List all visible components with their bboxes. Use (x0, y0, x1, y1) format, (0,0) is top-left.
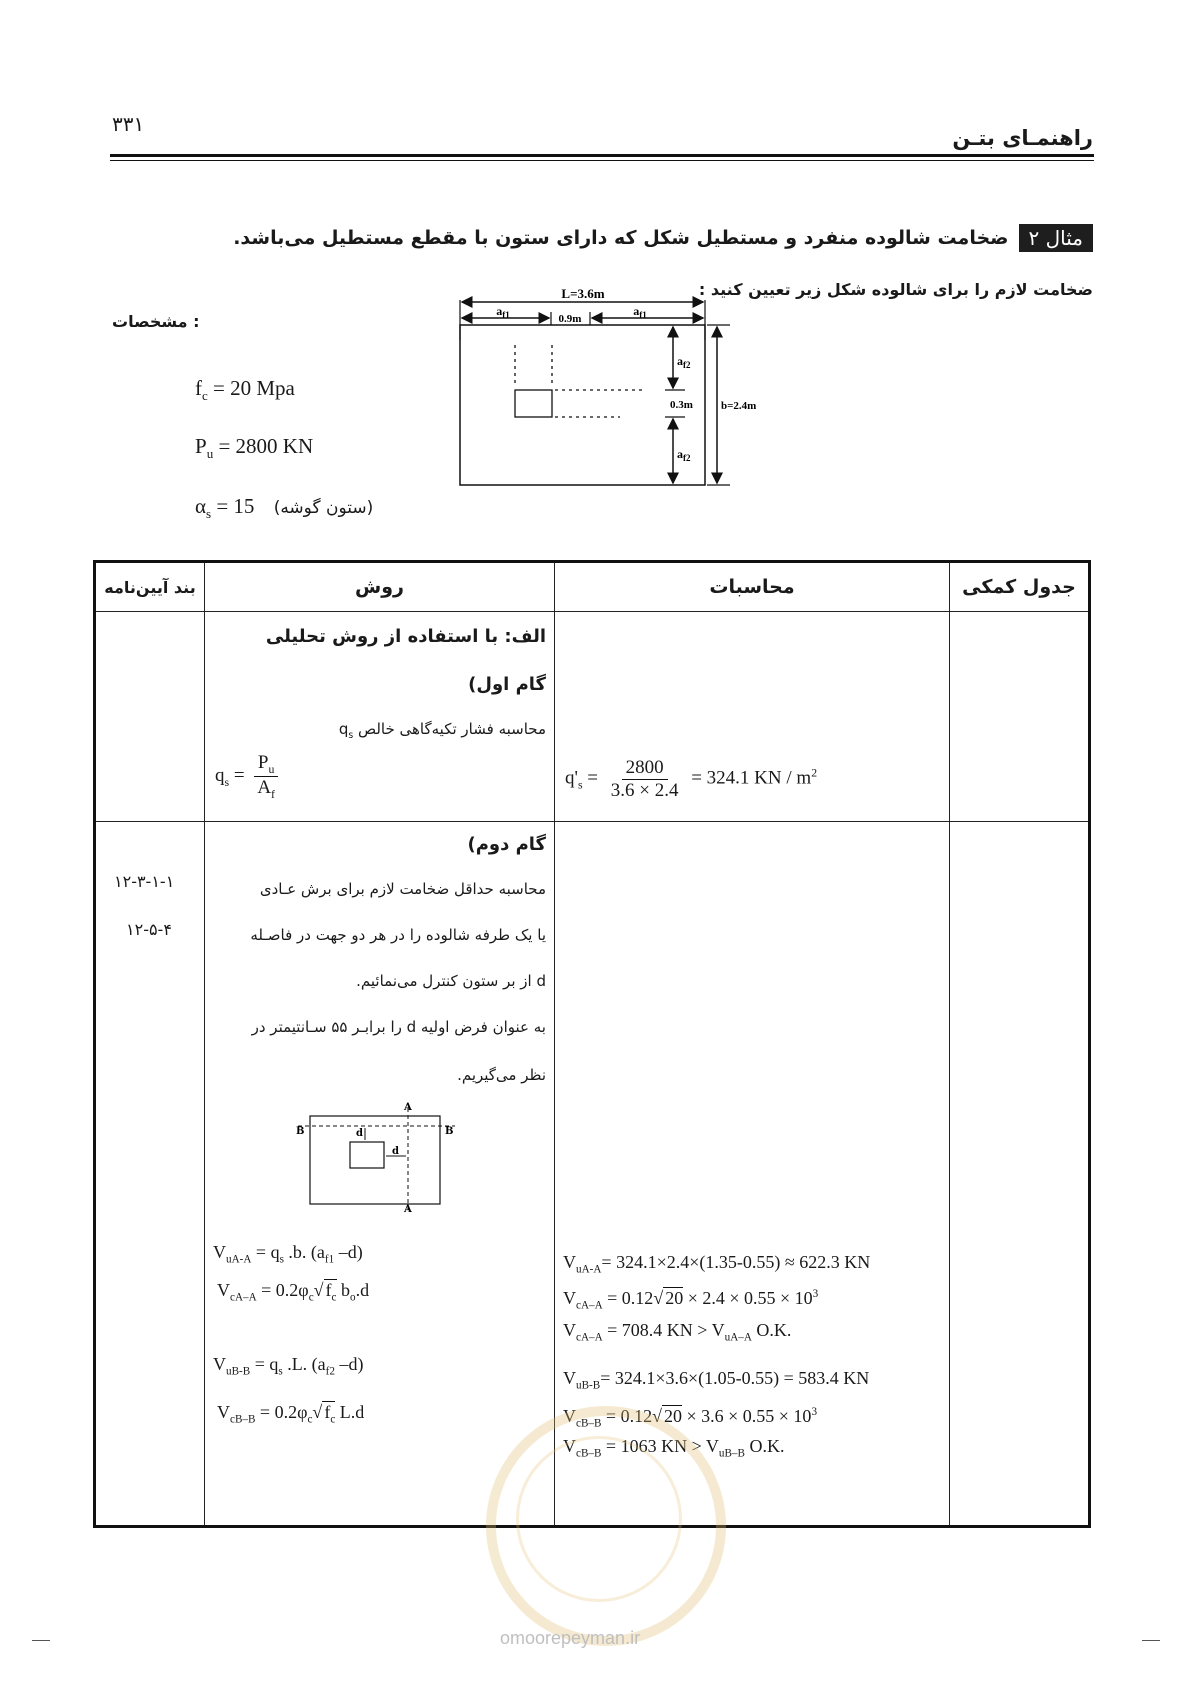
step2-para1-line3: d از بر ستون کنترل می‌نمائیم. (356, 972, 546, 990)
alpha-note: (ستون گوشه) (273, 498, 374, 518)
row2-aux (950, 822, 1090, 1527)
clause-ref-2: ۱۲-۵-۴ (126, 920, 172, 939)
mini-a-top: A (404, 1102, 412, 1113)
dim-af2-bottom: $a_{f2}$ (677, 447, 691, 463)
row1-calc (555, 612, 950, 822)
formula-vu-bb: $V_{uB-B} = q_s$ .L. ($a_{f2}$ –d) (213, 1354, 364, 1378)
dim-col-width: 0.9m (558, 313, 582, 325)
table-row-step1 (95, 612, 1090, 822)
header-clause: بند آیین‌نامه (95, 562, 205, 612)
calc-vc-bb-result: $V_{cB-B} = 1063$ KN > $V_{uB-B}$ O.K. (563, 1436, 785, 1460)
step2-para1-line1: محاسبه حداقل ضخامت لازم برای برش عـادی (259, 880, 546, 898)
spec-pu: $P_u = 2800$ KN (195, 434, 314, 462)
calc-vu-aa: $V_{uA-A}= 324.1\times 2.4\times(1.35-0.55) \approx 622.3$ KN (563, 1252, 871, 1276)
step1-calc: $q'_s$ = $\frac{2800}{3.6 \times 2.4}$ = 324.1 KN / $m^2$ (565, 757, 818, 801)
formula-vu-aa: $V_{uA-A} = q_s$ .b. ($a_{f1}$ –d) (213, 1242, 363, 1266)
formula-vc-aa: $V_{cA-A} = 0.2\varphi_c√$ $f_c$ $b_o.d$ (217, 1280, 370, 1304)
example-badge: مثال ۲ (1019, 224, 1093, 252)
dim-af2-top: $a_{f2}$ (677, 354, 691, 370)
header-rule-thin (110, 160, 1094, 161)
book-title: راهنمـای بتـن (952, 126, 1093, 150)
calc-vc-bb-formula: $V_{cB-B} = 0.12√$ $20 \times 3.6 \times 0.55 \times 10^3$ (563, 1406, 818, 1430)
dim-af1-left: $a_{f1}$ (496, 304, 510, 320)
header-calc: محاسبات (555, 562, 950, 612)
clause-ref-1: ۱۲-۳-۱-۱ (114, 872, 175, 891)
mini-d-top: d (356, 1128, 363, 1139)
dim-L: L=3.6m (561, 286, 605, 301)
row2-method (205, 822, 555, 1527)
mini-d-side: d (392, 1146, 399, 1157)
calc-vc-aa-formula: $V_{cA-A} = 0.12√$ $20 \times 2.4 \times 0.55 \times 10^3$ (563, 1288, 819, 1312)
step2-para1-line2: یا یک طرفه شالوده را در هر دو جهت در فاصـله (250, 926, 546, 944)
spec-alpha: $\alpha_s = 15$ (ستون گوشه) (195, 494, 374, 522)
spec-fc: $f_c = 20$ Mpa (195, 376, 295, 404)
step1-title: گام اول) (468, 674, 546, 695)
example-title: ضخامت شالوده منفرد و مستطیل شکل که دارای ستون با مقطع مستطیل می‌باشد. (233, 227, 1009, 249)
row1-clause (95, 612, 205, 822)
dim-col-depth: 0.3m (670, 399, 693, 411)
dim-af1-right: $a_{f1}$ (633, 304, 647, 320)
row2-clause (95, 822, 205, 1527)
section-title: الف: با استفاده از روش تحلیلی (265, 626, 546, 647)
dim-b: b=2.4m (721, 400, 757, 412)
corner-mark-right (1142, 1640, 1160, 1641)
formula-vc-bb: $V_{cB-B} = 0.2\varphi_c√$ $f_c$ L.d (217, 1402, 365, 1426)
step2-title: گام دوم) (467, 834, 546, 855)
example-heading (233, 224, 1093, 252)
shear-section-figure (290, 1102, 465, 1212)
header-aux: جدول کمکی (950, 562, 1090, 612)
row1-aux (950, 612, 1090, 822)
specs-label: : مشخصات (112, 312, 200, 331)
mini-b-left: B (296, 1126, 305, 1137)
mini-b-right: B (445, 1126, 454, 1137)
step1-desc: محاسبه فشار تکیه‌گاهی خالص $q_s$ (338, 720, 546, 741)
corner-mark-left (32, 1640, 50, 1641)
mini-a-bottom: A (404, 1204, 412, 1212)
table-header-row (95, 562, 1090, 612)
publisher-seal-watermark (486, 1406, 726, 1646)
page-number: ۳۳۱ (112, 112, 145, 136)
header-method: روش (205, 562, 555, 612)
footing-plan-figure (455, 285, 815, 530)
calculation-table (93, 560, 1091, 1528)
row1-method (205, 612, 555, 822)
calc-vc-aa-result: $V_{cA-A} = 708.4$ KN > $V_{uA-A}$ O.K. (563, 1320, 792, 1344)
step1-formula: $q_s$ = $\frac{P_u}{A_f}$ (215, 752, 283, 802)
step2-para2-line2: نظر می‌گیریم. (457, 1066, 546, 1084)
calc-vu-bb: $V_{uB-B}= 324.1\times 3.6\times(1.05-0.55) = 583.4$ KN (563, 1368, 870, 1392)
step2-para2-line1: به عنوان فرض اولیه d را برابـر ۵۵ سـانتیمتر در (251, 1018, 546, 1036)
watermark-url: omoorepeyman.ir (500, 1628, 641, 1648)
example-instruction: ضخامت لازم را برای شالوده شکل زیر تعیین کنید : (698, 280, 1093, 299)
header-rule (110, 154, 1094, 157)
